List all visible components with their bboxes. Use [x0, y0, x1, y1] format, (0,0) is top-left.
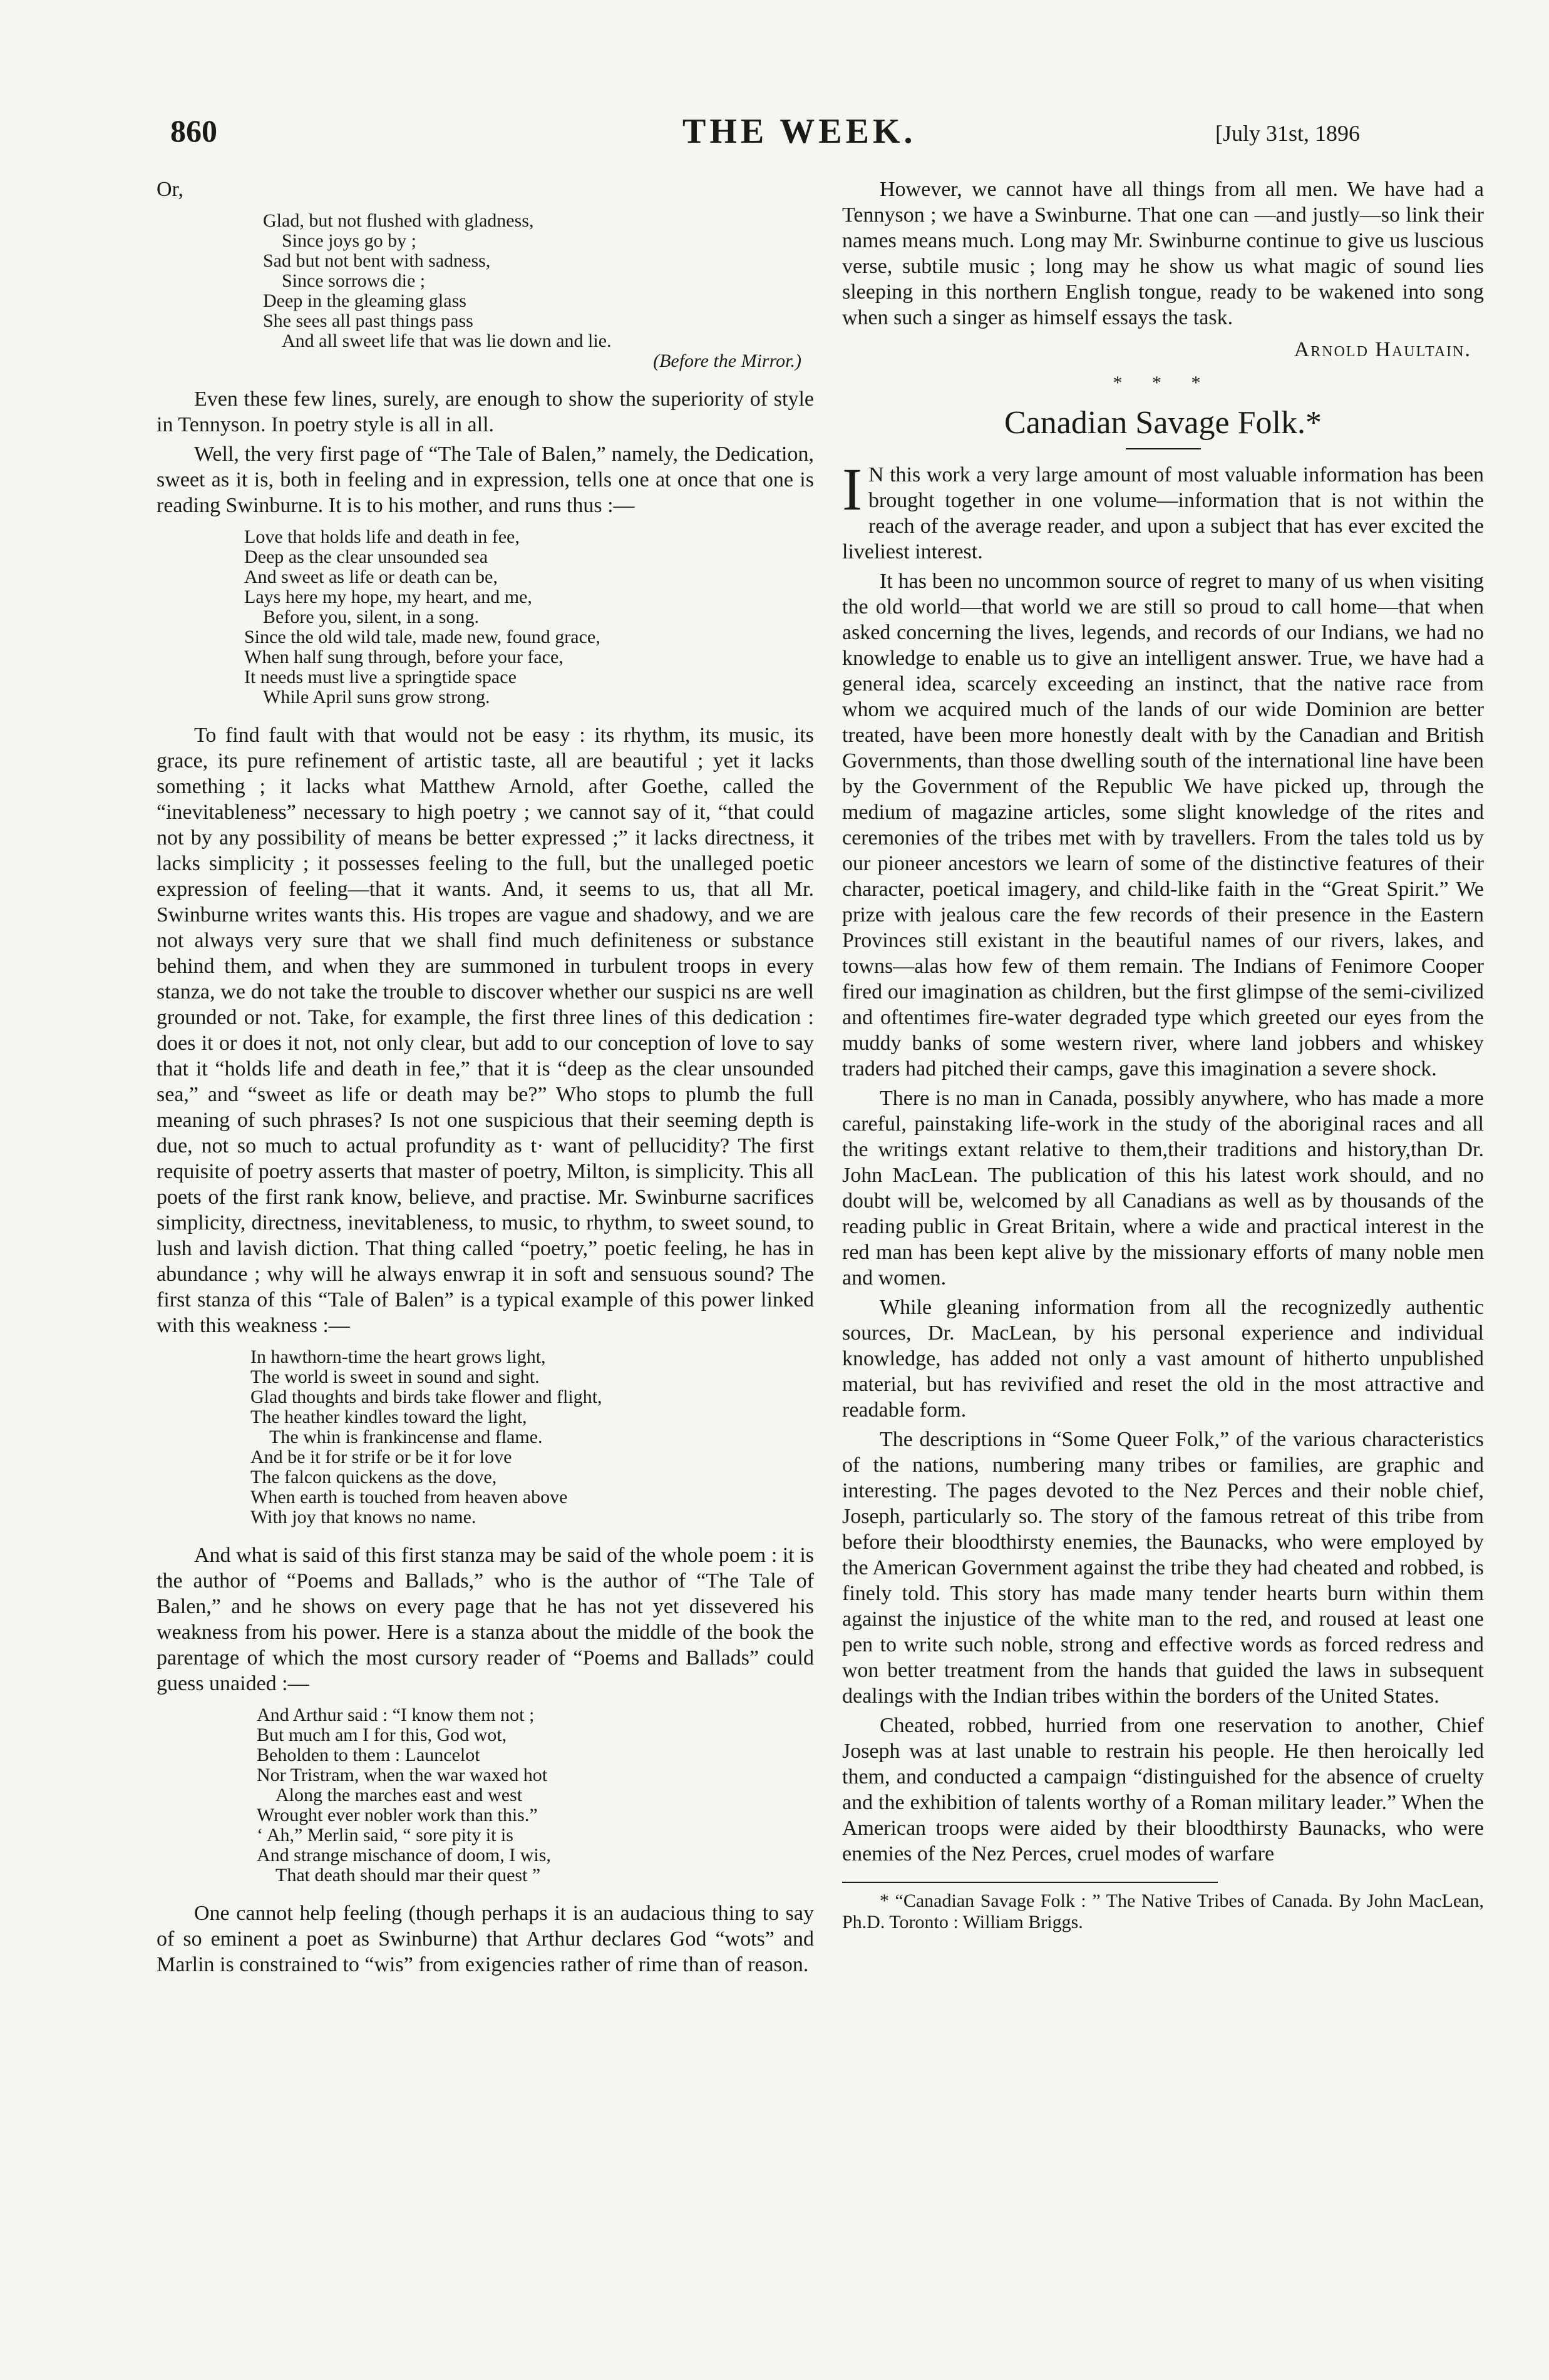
paragraph: And what is said of this first stanza may be said of the whole poem : it is the author of “Poems and Ballads,” who is the author of “The Tale of Balen,” and he shows on every page that he has not yet dissevered his weakness from his power. Here is a stanza about the middle of the book the parentage of which the most cursory reader of “Poems and Ballads” could guess unaided :— [157, 1544, 814, 1695]
verse-line: The falcon quickens as the dove, [250, 1467, 497, 1487]
paragraph: Well, the very first page of “The Tale of Balen,” namely, the Dedication, sweet as it is, both in feeling and in expression, tells one at once that one is reading Swinburne. It is to his mother, and runs thus :— [157, 443, 814, 517]
verse-line: In hawthorn-time the heart grows light, [250, 1346, 546, 1367]
right-column [842, 177, 1484, 1933]
verse-line: While April suns grow strong. [263, 687, 490, 707]
verse-line: The heather kindles toward the light, [250, 1407, 527, 1427]
drop-cap: I [842, 456, 862, 523]
verse-line: The whin is frankincense and flame. [269, 1427, 543, 1447]
verse-line: That death should mar their quest ” [275, 1865, 541, 1885]
verse-line: When earth is touched from heaven above [250, 1487, 568, 1507]
verse-tale-of-balen [157, 1347, 814, 1527]
verse-line: When half sung through, before your face, [244, 647, 564, 667]
verse-line: Glad, but not flushed with gladness, [263, 210, 534, 231]
verse-before-the-mirror [157, 211, 814, 371]
title-rule [1126, 448, 1201, 449]
verse-line: Sad but not bent with sadness, [263, 250, 491, 271]
verse-line: Glad thoughts and birds take flower and flight, [250, 1387, 602, 1407]
paragraph: To find fault with that would not be easy : its rhythm, its music, its grace, its pure refinement of artistic taste, all are beautiful ; yet it lacks something ; it lacks what Matthew Arnold, after Goethe, called the “inevitableness” necessary to high poetry ; we cannot say of it, “that could not by any possibility of means be better expressed ;” it lacks directness, it lacks simplicity ; it possesses feeling to the full, but the unalleged poetic expression of feeling—that it wants. And, it seems to us, that all Mr. Swinburne writes wants this. His tropes are vague and shadowy, and we are not always very sure that we shall find much definiteness or substance behind them, and when they are summoned in turbulent troops in every stanza, we do not take the trouble to discover whether our suspici ns are well grounded or not. Take, for example, the first three lines of this dedication : does it or does it not, not only clear, but add to our conception of love to say that it “holds life and death in fee,” that it is “deep as the clear unsounded sea,” and “sweet as life or death may be?” Who stops to plumb the full meaning of such phrases? Is not one suspicious that their seeming depth is due, not so much to actual profundity as t· want of pellucidity? The first requisite of poetry asserts that master of poetry, Milton, is simplicity. This all poets of the first rank know, believe, and practise. Mr. Swinburne sacrifices simplicity, directness, inevitableness, to music, to rhythm, to sweet sound, to lush and lavish diction. That thing called “poetry,” poetic feeling, he has in abundance ; why will he always enwrap it in soft and sensuous sound? The first stanza of this “Tale of Balen” is a typical example of this power linked with this weakness :— [157, 724, 814, 1337]
verse-line: The world is sweet in sound and sight. [250, 1367, 540, 1387]
verse-line: Deep in the gleaming glass [263, 290, 466, 311]
verse-line: Since joys go by ; [282, 230, 416, 251]
paragraph [842, 456, 1484, 565]
verse-dedication [157, 527, 814, 707]
verse-line: Along the marches east and west [275, 1785, 523, 1805]
verse-line: Before you, silent, in a song. [263, 607, 479, 627]
verse-line: And sweet as life or death can be, [244, 567, 498, 587]
footnote: * “Canadian Savage Folk : ” The Native Tribes of Canada. By John MacLean, Ph.D. Toronto : William Briggs. [842, 1890, 1484, 1932]
verse-source: (Before the Mirror.) [653, 351, 801, 371]
or-line: Or, [157, 178, 184, 201]
paragraph: Even these few lines, surely, are enough to show the superiority of style in Tennyson. In poetry style is all in all. [157, 387, 814, 436]
verse-line: Since sorrows die ; [282, 270, 426, 291]
article-title: Canadian Savage Folk.* [1004, 405, 1322, 441]
paragraph: The descriptions in “Some Queer Folk,” of the various characteristics of the nations, numbering many tribes or families, are graphic and interesting. The pages devoted to the Nez Perces and their noble chief, Joseph, particularly so. The story of the famous retreat of this tribe from before their bloodthirsty enemies, the Baunacks, who were employed by the American Government against the tribe they had cheated and robbed, is finely told. This story has made many tender hearts burn within them against the injustice of the white man to the red, and roused at least one pen to write such noble, strong and effective words as forced redress and won better treatment from the hands that guided the laws in subsequent dealings with the Indian tribes within the borders of the United States. [842, 1428, 1484, 1708]
verse-line: Lays here my hope, my heart, and me, [244, 587, 532, 607]
section-separator: * * * [1113, 372, 1213, 393]
verse-line: And Arthur said : “I know them not ; [257, 1705, 535, 1725]
paragraph-text: N this work a very large amount of most valuable information has been brought together in one volume—information that is not within the reach of the average reader, and upon a subject that has ever excited the liveliest interest. [842, 463, 1484, 563]
paragraph: While gleaning information from all the recognizedly authentic sources, Dr. MacLean, by his personal experience and individual knowledge, has added not only a vast amount of hitherto unpublished material, but has revivified and reset the old in the most attractive and readable form. [842, 1296, 1484, 1422]
footnote-rule [842, 1882, 1218, 1883]
verse-line: Wrought ever nobler work than this.” [257, 1805, 538, 1825]
verse-line: Love that holds life and death in fee, [244, 526, 520, 547]
page-header [0, 94, 1549, 169]
verse-line: Beholden to them : Launcelot [257, 1745, 480, 1765]
verse-line: Since the old wild tale, made new, found grace, [244, 627, 600, 647]
page-number: 860 [170, 113, 217, 148]
paragraph: Cheated, robbed, hurried from one reservation to another, Chief Joseph was at last unable to restrain his people. He then heroically led them, and conducted a campaign “distinguished for the absence of cruelty and the exhibition of talents worthy of a Roman military leader.” When the American troops were aided by their bloodthirsty Baunacks, who were enemies of the Nez Perces, cruel modes of warfare [842, 1714, 1484, 1865]
verse-line: Nor Tristram, when the war waxed hot [257, 1765, 548, 1785]
verse-line: She sees all past things pass [263, 310, 473, 331]
paragraph: It has been no uncommon source of regret to many of us when visiting the old world—that world we are still so proud to call home—that when asked concerning the lives, legends, and records of our Indians, we had no knowledge to enable us to give an intelligent answer. True, we have had a general idea, scarcely exceeding an instinct, that the native race from whom we acquired much of the lands of our wide Dominion are better treated, have been more honestly dealt with by the Canadian and British Governments, than those dwelling south of the international line have been by the Government of the Republic We have picked up, through the medium of magazine articles, some slight knowledge of the rites and ceremonies of the tribes met with by travellers. From the tales told us by our pioneer ancestors we learn of some of the distinctive features of their character, poetical imagery, and child-like faith in the “Great Spirit.” We prize with jealous care the few records of their presence in the Eastern Provinces still existant in the beautiful names of our rivers, lakes, and towns—alas how few of them remain. The Indians of Fenimore Cooper fired our imagination as children, but the first glimpse of the semi-civilized and oftentimes fire-water degraded type which greeted our eyes from the muddy banks of some western river, where land jobbers and whiskey traders had pitched their camps, gave this imagination a severe shock. [842, 570, 1484, 1080]
verse-line: And be it for strife or be it for love [250, 1447, 512, 1467]
verse-line: And all sweet life that was lie down and lie. [282, 331, 612, 351]
verse-line: Deep as the clear unsounded sea [244, 546, 488, 567]
author-signature: Arnold Haultain. [1294, 338, 1471, 361]
publication-title: THE WEEK. [682, 112, 917, 151]
paragraph: There is no man in Canada, possibly anywhere, who has made a more careful, painstaking life-work in the study of the aboriginal races and all the writings extant relative to them,their traditions and history,than Dr. John MacLean. The publication of this his latest work should, and no doubt will be, welcomed by all Canadians as well as by thousands of the reading public in Great Britain, where a wide and practical interest in the red man has been kept alive by the missionary efforts of many noble men and women. [842, 1087, 1484, 1290]
paragraph: However, we cannot have all things from all men. We have had a Tennyson ; we have a Swinburne. That one can —and justly—so link their names means much. Long may Mr. Swinburne continue to give us luscious verse, subtile music ; long may he show us what magic of sound lies sleeping in this northern English tongue, ready to be wakened into song when such a singer as himself essays the task. [842, 178, 1484, 329]
verse-line: ‘ Ah,” Merlin said, “ sore pity it is [257, 1825, 513, 1845]
issue-date: [July 31st, 1896 [1215, 121, 1360, 146]
verse-line: And strange mischance of doom, I wis, [257, 1845, 551, 1865]
left-column [157, 177, 814, 1981]
verse-arthur [157, 1705, 814, 1885]
paragraph: One cannot help feeling (though perhaps it is an audacious thing to say of so eminent a poet as Swinburne) that Arthur declares God “wots” and Marlin is constrained to “wis” from exigencies rather of rime than of reason. [157, 1902, 814, 1976]
verse-line: It needs must live a springtide space [244, 667, 517, 687]
verse-line: But much am I for this, God wot, [257, 1725, 507, 1745]
verse-line: With joy that knows no name. [250, 1507, 476, 1527]
